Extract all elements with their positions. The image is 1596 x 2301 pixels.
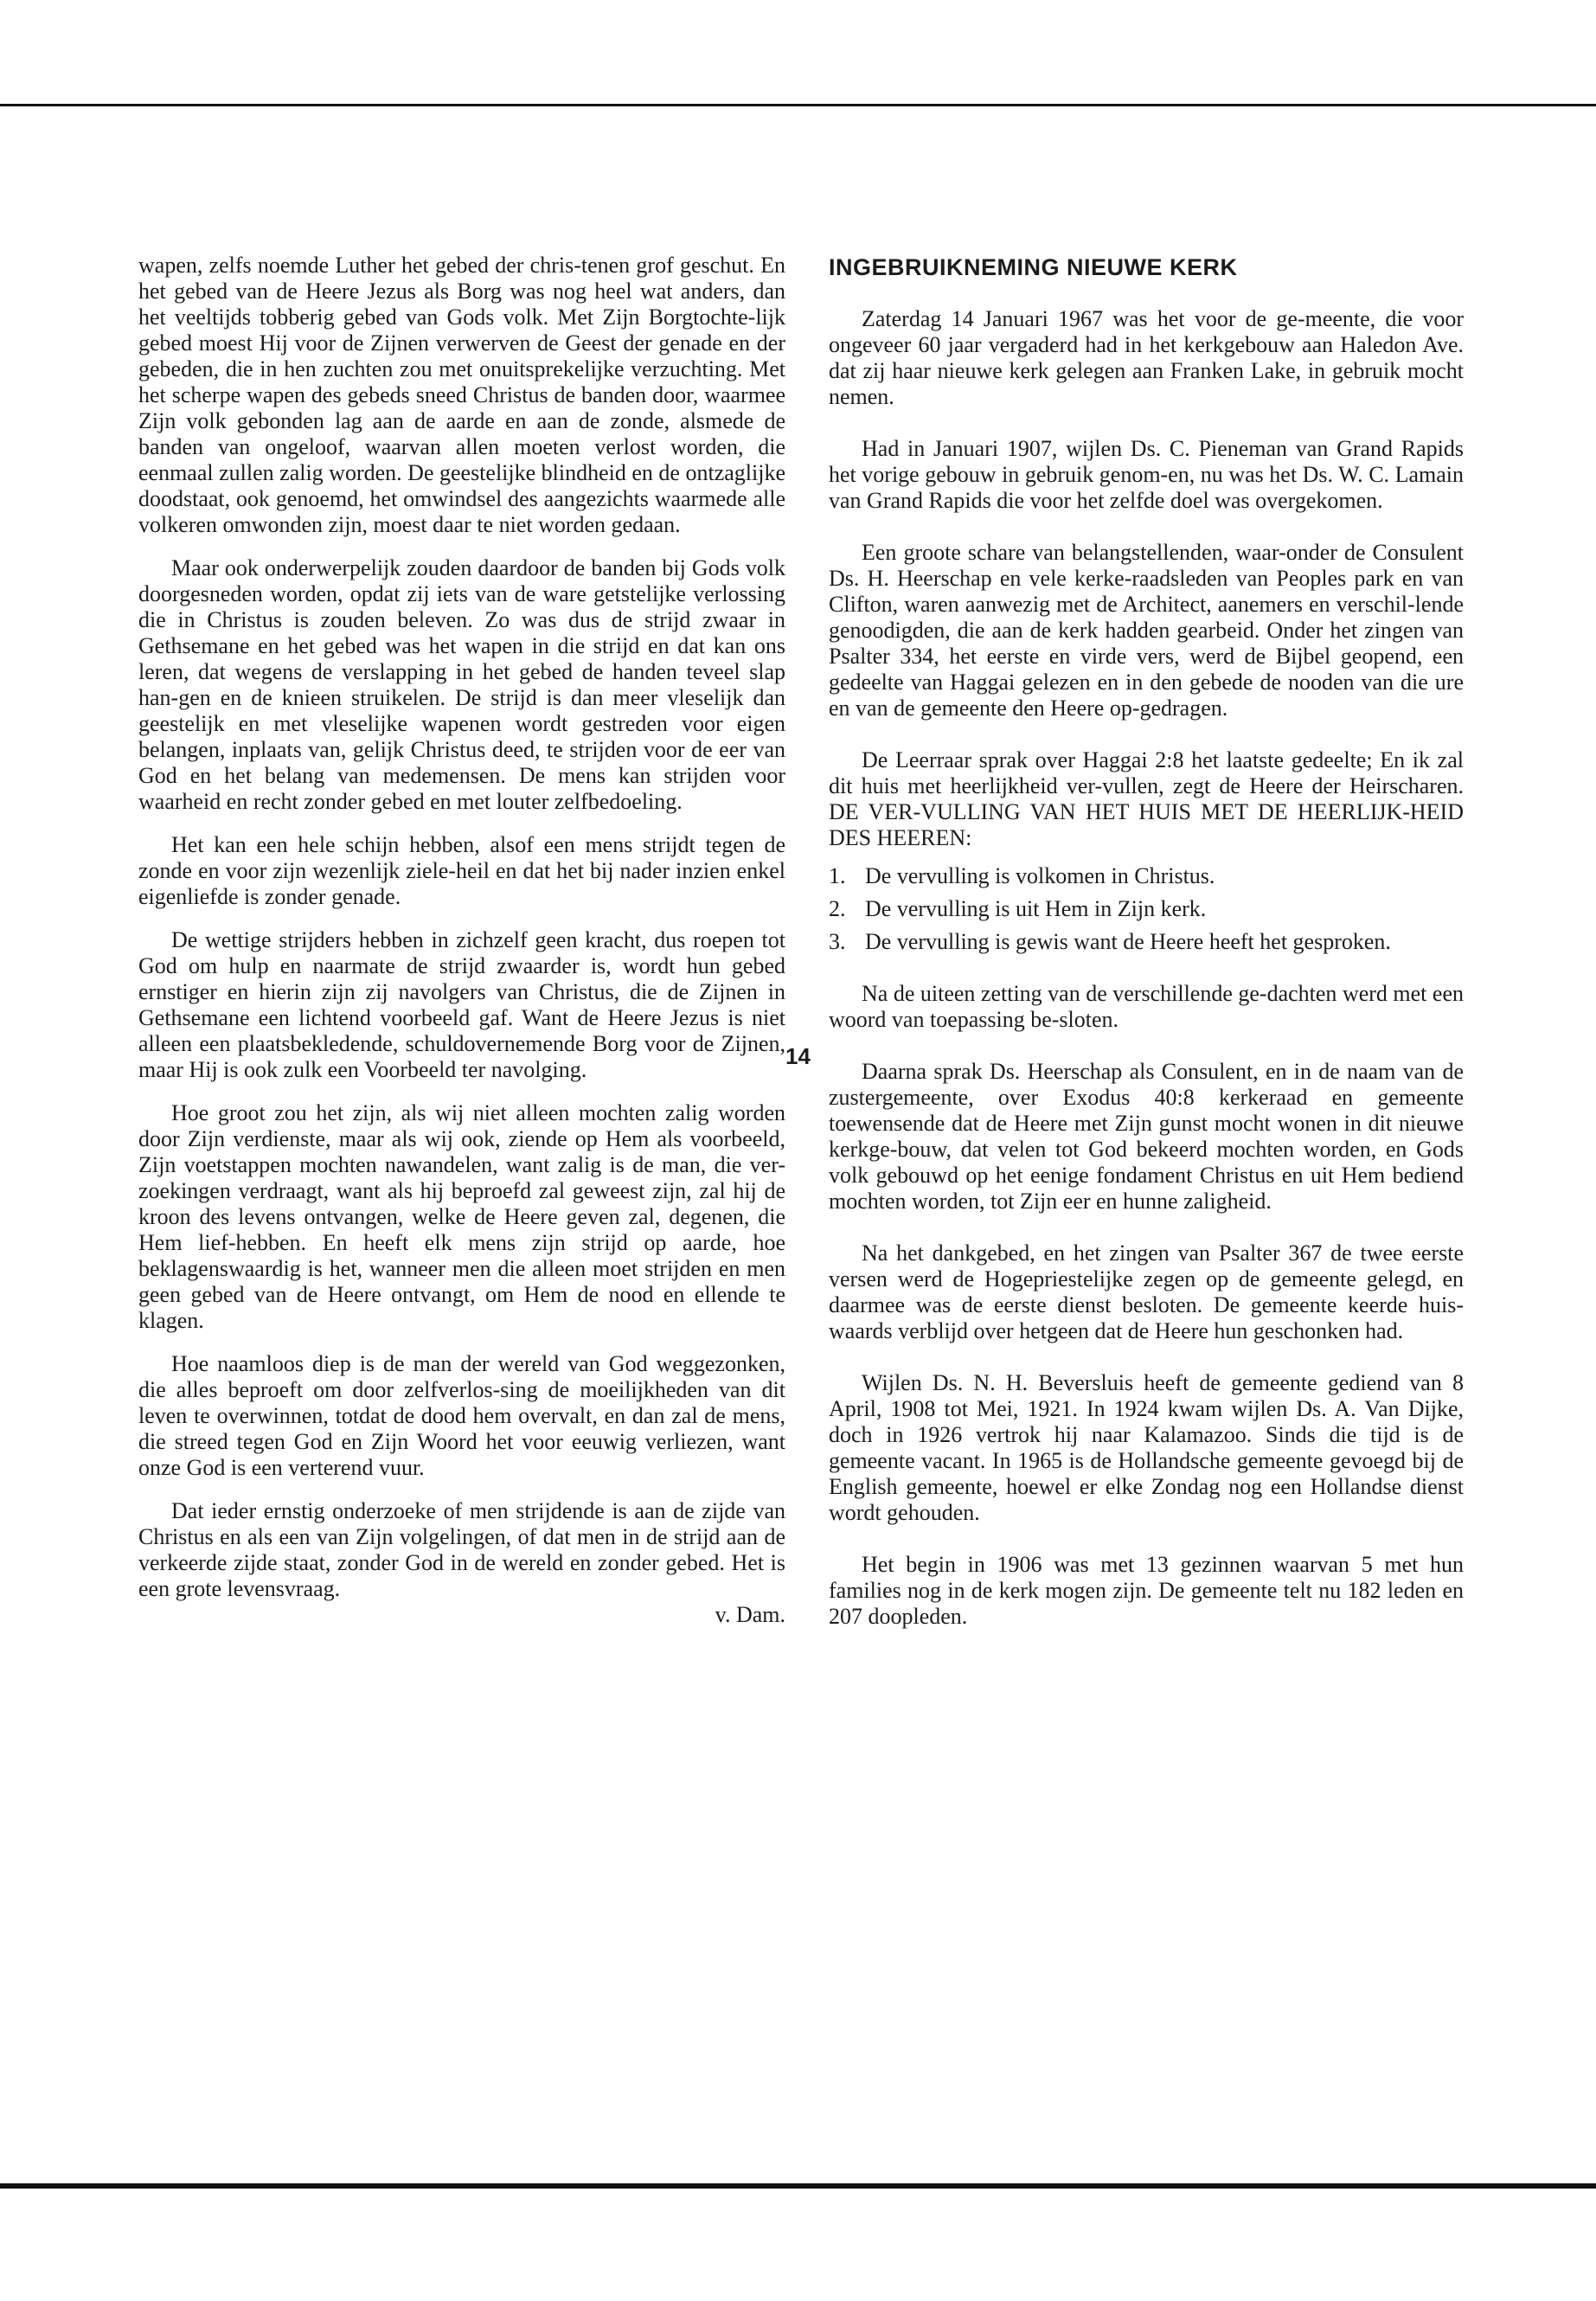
left-paragraph: Hoe groot zou het zijn, als wij niet alleen mochten zalig worden door Zijn verdienste, maar als wij ook, ziende op Hem als voorbeeld, Zijn voetstappen mochten nawandelen, want zalig is de man, die ver-zoekingen verdraagt, want als hij beproefd zal geweest zijn, zal hij de kroon des levens ontvangen, welke de Heere geven zal, degenen, die Hem lief-hebben. En heeft elk mens zijn strijd op aarde, hoe beklagenswaardig is het, wanneer men die alleen moet strijden en men geen gebed van de Heere ontvangt, om Hem de nood en ellende te klagen. xyxy=(138,1100,785,1333)
page-number: 14 xyxy=(785,1043,811,1069)
list-number: 3. xyxy=(829,929,846,954)
right-paragraph: Wijlen Ds. N. H. Beversluis heeft de gemeente gediend van 8 April, 1908 tot Mei, 1921. In 1924 kwam wijlen Ds. A. Van Dijke, doch in 1926 vertrok hij naar Kalamazoo. Sinds die tijd is de gemeente vacant. In 1965 is de Hollandsche gemeente gevoegd bij de English gemeente, hoewel er elke Zondag nog een Hollandse dienst wordt gehouden. xyxy=(829,1370,1464,1525)
author-signature: v. Dam. xyxy=(715,1602,785,1627)
top-rule xyxy=(0,104,1596,106)
list-text: De vervulling is gewis want de Heere heeft het gesproken. xyxy=(865,929,1391,954)
right-paragraph: Het begin in 1906 was met 13 gezinnen waarvan 5 met hun families nog in de kerk mogen zijn. De gemeente telt nu 182 leden en 207 doopleden. xyxy=(829,1552,1464,1629)
right-paragraph: Zaterdag 14 Januari 1967 was het voor de ge-meente, die voor ongeveer 60 jaar vergaderd had in het kerkgebouw aan Haledon Ave. dat zij haar nieuwe kerk gelegen aan Franken Lake, in gebruik mocht nemen. xyxy=(829,306,1464,409)
list-item xyxy=(829,896,1464,922)
right-column xyxy=(829,253,1464,1630)
closing-text: Dat ieder ernstig onderzoeke of men strijdende is aan de zijde van Christus en als een van Zijn volgelingen, of dat men in de strijd aan de verkeerde zijde staat, zonder God in de wereld en zonder gebed. Het is een grote levensvraag. xyxy=(138,1498,785,1601)
left-paragraph: Hoe naamloos diep is de man der wereld van God weggezonken, die alles beproeft om door zelfverlos-sing de moeilijkheden van dit leven te overwinnen, totdat de dood hem overvalt, en dan zal de mens, die streed tegen God en Zijn Woord het voor eeuwig verliezen, want onze God is een verterend vuur. xyxy=(138,1351,785,1480)
list-item xyxy=(829,929,1464,955)
right-paragraph: Daarna sprak Ds. Heerschap als Consulent, en in de naam van de zustergemeente, over Exodus 40:8 kerkeraad en gemeente toewensende dat de Heere met Zijn gunst mocht wonen in dit nieuwe kerkge-bouw, dat velen tot God bekeerd mochten worden, en Gods volk gebouwd op het eenige fondament Christus en uit Hem bediend mochten worden, tot Zijn eer en hunne zaligheid. xyxy=(829,1059,1464,1214)
list-text: De vervulling is volkomen in Christus. xyxy=(865,863,1215,888)
bottom-rule xyxy=(0,2183,1596,2189)
right-paragraph: De Leerraar sprak over Haggai 2:8 het laatste gedeelte; En ik zal dit huis met heerlijkheid ver-vullen, zegt de Heere der Heirscharen. DE VER-VULLING VAN HET HUIS MET DE HEERLIJK-HEID DES HEEREN: xyxy=(829,747,1464,850)
right-paragraph: Had in Januari 1907, wijlen Ds. C. Pieneman van Grand Rapids het vorige gebouw in gebruik genom-en, nu was het Ds. W. C. Lamain van Grand Rapids die voor het zelfde doel was overgekomen. xyxy=(829,436,1464,513)
right-paragraph: Na het dankgebed, en het zingen van Psalter 367 de twee eerste versen werd de Hogepriestelijke zegen op de gemeente gelegd, en daarmee was de eerste dienst besloten. De gemeente keerde huis-waards verblijd over hetgeen dat de Heere hun geschonken had. xyxy=(829,1240,1464,1343)
signature-row xyxy=(138,1602,785,1628)
left-paragraph-last xyxy=(138,1498,785,1628)
left-paragraph: wapen, zelfs noemde Luther het gebed der chris-tenen grof geschut. En het gebed van de Heere Jezus als Borg was nog heel wat anders, dan het veeltijds tobberig gebed van Gods volk. Met Zijn Borgtochte-lijk gebed moest Hij voor de Zijnen verwerven de Geest der genade en der gebeden, die in hen zuchten zou met onuitsprekelijke verzuchting. Met het scherpe wapen des gebeds sneed Christus de banden door, waarmee Zijn volk gebonden lag aan de aarde en aan de zonde, alsmede de banden van ongeloof, waarvan allen moeten verlost worden, die eenmaal zullen zalig worden. De geestelijke blindheid en de ontzaglijke doodstaat, ook genoemd, het omwindsel des aangezichts waarmede alle volkeren omwonden zijn, moest daar te niet worden gedaan. xyxy=(138,253,785,537)
left-paragraph: De wettige strijders hebben in zichzelf geen kracht, dus roepen tot God om hulp en naarmate de strijd zwaarder is, wordt hun gebed ernstiger en hierin zijn zij navolgers van Christus, die de Zijnen in Gethsemane een lichtend voorbeeld gaf. Want de Heere Jezus is niet alleen een plaatsbekledende, schuldovernemende Borg voor de Zijnen, maar Hij is ook zulk een Voorbeeld ter navolging. xyxy=(138,927,785,1082)
list-number: 2. xyxy=(829,896,846,921)
article-heading: INGEBRUIKNEMING NIEUWE KERK xyxy=(829,254,1238,280)
sermon-points-list xyxy=(829,863,1464,955)
right-paragraph: Een groote schare van belangstellenden, waar-onder de Consulent Ds. H. Heerschap en vele kerke-raadsleden van Peoples park en van Clifton, waren aanwezig met de Architect, aanemers en verschil-lende genoodigden, die aan de kerk hadden gearbeid. Onder het zingen van Psalter 334, het eerste en virde vers, werd de Bijbel geopend, een gedeelte van Haggai gelezen en in den gebede de nooden van die ure en van de gemeente den Heere op-gedragen. xyxy=(829,540,1464,721)
list-number: 1. xyxy=(829,863,846,888)
list-item xyxy=(829,863,1464,889)
list-text: De vervulling is uit Hem in Zijn kerk. xyxy=(865,896,1207,921)
left-paragraph: Het kan een hele schijn hebben, alsof een mens strijdt tegen de zonde en voor zijn wezenlijk ziele-heil en dat het bij nader inzien enkel eigenliefde is zonder genade. xyxy=(138,832,785,909)
left-paragraph: Maar ook onderwerpelijk zouden daardoor de banden bij Gods volk doorgesneden worden, opdat zij iets van de ware getstelijke verlossing die in Christus is zouden beleven. Zo was dus de strijd zwaar in Gethsemane en het gebed was het wapen in die strijd en dat kan ons leren, dat wegens de verslapping in het gebed de handen teveel slap han-gen en de knieen struikelen. De strijd is dan meer vleselijk dan geestelijk en met vleselijke wapenen wordt gestreden voor eigen belangen, inplaats van, gelijk Christus deed, te strijden voor de eer van God en het belang van medemensen. De mens kan strijden voor waarheid en recht zonder gebed en met louter zelfbedoeling. xyxy=(138,555,785,814)
right-paragraph: Na de uiteen zetting van de verschillende ge-dachten werd met een woord van toepassing be-sloten. xyxy=(829,981,1464,1032)
left-column xyxy=(138,253,785,1628)
